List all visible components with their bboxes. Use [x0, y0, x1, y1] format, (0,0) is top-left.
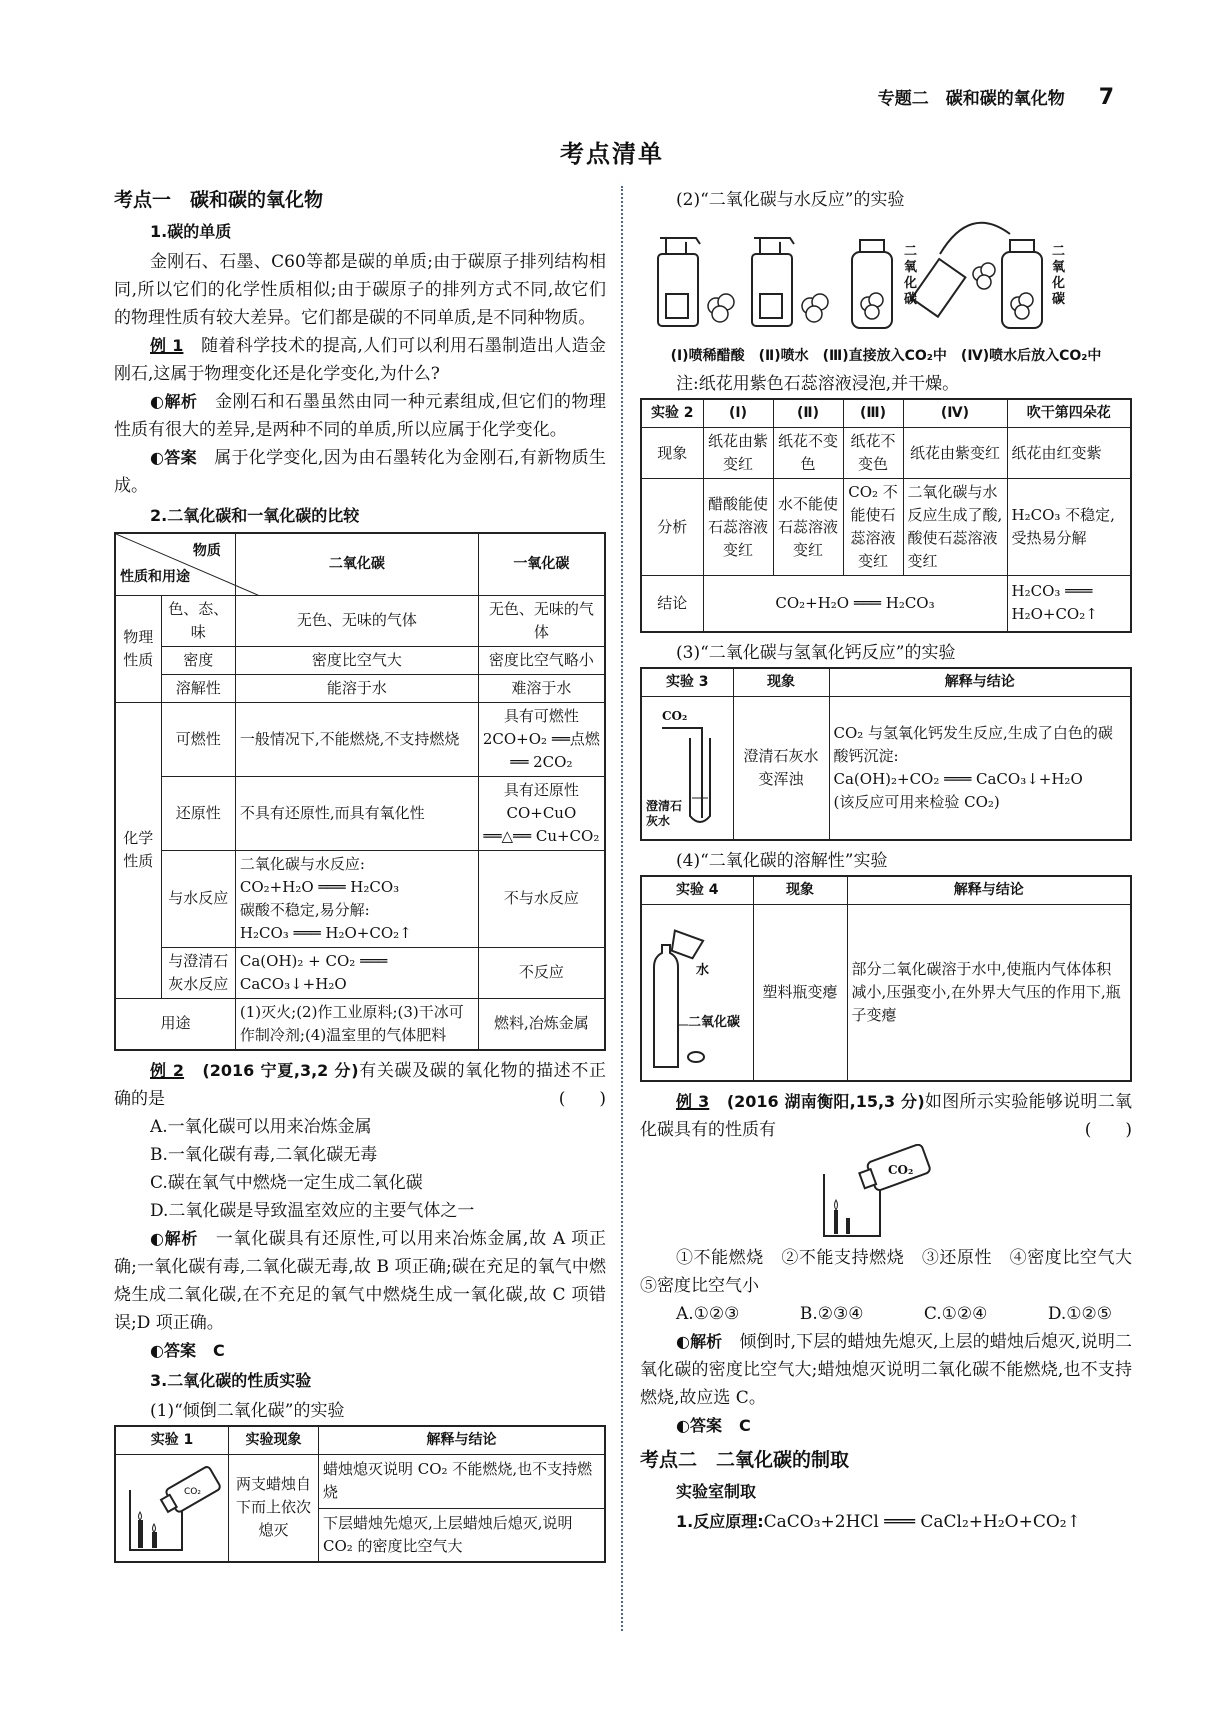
exp4-phenomenon: 塑料瓶变瘪: [753, 905, 847, 1081]
cell: 水不能使石蕊溶液变红: [773, 479, 843, 576]
cell: 无色、无味的气体: [235, 595, 478, 646]
col-header: (Ⅲ): [843, 399, 903, 428]
option-b: B.一氧化碳有毒,二氧化碳无毒: [150, 1144, 378, 1165]
cell: 难溶于水: [478, 674, 605, 702]
answer-blank: ( ): [558, 1088, 606, 1109]
col-header: 吹干第四朵花: [1007, 399, 1131, 428]
example-3-options: [640, 1300, 1132, 1328]
analysis-text: 金刚石和石墨虽然由同一种元素组成,但它们的物理性质有很大的差异,是两种不同的单质,所以应属于化学变化。: [114, 392, 606, 440]
col-header: 实验 4: [641, 876, 753, 905]
cell: 二氧化碳与水反应生成了酸,酸使石蕊溶液变红: [903, 479, 1007, 576]
equation: Ca(OH)₂ + CO₂ ═══: [239, 951, 388, 970]
example-2-question: 有关碳及碳的氧化物的描述不正确的是: [114, 1060, 606, 1109]
cell: 醋酸能使石蕊溶液变红: [703, 479, 773, 576]
answer-label: 答案: [164, 448, 197, 467]
option-c: C.①②④: [923, 1303, 988, 1324]
col-header: 实验 2: [641, 399, 703, 428]
corner-bottom: 性质和用途: [120, 568, 190, 585]
answer-icon: ◐: [676, 1415, 690, 1435]
example-2: [114, 1057, 606, 1113]
exp1-figure: [115, 1454, 229, 1562]
answer-icon: ◐: [150, 1340, 164, 1360]
col-header: 解释与结论: [847, 876, 1131, 905]
cell: 纸花不变色: [843, 428, 903, 479]
lime-water-label: 澄清石灰水: [646, 798, 683, 828]
water-label: 水: [696, 963, 710, 978]
section-heading-2: 考点二 二氧化碳的制取: [640, 1448, 850, 1471]
cell: [478, 776, 605, 850]
example-2-label: 例 2: [150, 1060, 185, 1080]
plastic-bottle-icon: [642, 907, 752, 1077]
cell: 纸花由紫变红: [903, 428, 1007, 479]
page-number: 7: [1098, 85, 1114, 110]
equation: CO₂+H₂O ═══ H₂CO₃: [703, 576, 1007, 632]
example-1-question: 随着科学技术的提高,人们可以利用石墨制造出人造金刚石,这属于物理变化还是化学变化,为什么?: [114, 336, 606, 384]
corner-top: 物质: [192, 543, 221, 559]
cell: 不具有还原性,而具有氧化性: [235, 776, 478, 850]
beaker-co2-icon: [640, 1144, 1132, 1244]
carbon-elements-text: 金刚石、石墨、C60等都是碳的单质;由于碳原子排列结构相同,所以它们的化学性质相似;由于碳原子的排列方式不同,故它们的物理性质有较大差异。它们都是碳的不同单质,是不同种物质。: [114, 252, 606, 328]
subsection-1-title: 1.碳的单质: [150, 222, 232, 241]
analysis-label: 解析: [164, 1228, 199, 1248]
subsection-2-title: 2.二氧化碳和一氧化碳的比较: [150, 506, 360, 525]
col-header: 实验现象: [229, 1426, 319, 1455]
exp3-figure: [641, 696, 733, 840]
right-column: [640, 186, 1149, 1536]
example-1-analysis: [114, 388, 606, 444]
k2-subheading: 实验室制取: [676, 1481, 757, 1501]
cell: 密度比空气略小: [478, 646, 605, 674]
col-co: 一氧化碳: [478, 533, 605, 595]
comparison-table: [114, 532, 606, 1051]
analysis-text: 倾倒时,下层的蜡烛先熄灭,上层的蜡烛后熄灭,说明二氧化碳的密度比空气大;蜡烛熄灭说明二氧化碳不能燃烧,也不支持燃烧,故应选 C。: [640, 1331, 1132, 1408]
exp1-title: (1)“倾倒二氧化碳”的实验: [150, 1400, 345, 1421]
section-heading-1: 考点一 碳和碳的氧化物: [114, 189, 324, 211]
exp2-table: [640, 398, 1132, 633]
exp3-conclusion: [829, 696, 1131, 840]
analysis-icon: ◐: [676, 1331, 691, 1351]
section-title: 专题二 碳和碳的氧化物: [877, 89, 1065, 109]
column-divider: [621, 186, 623, 1631]
answer-text: C: [212, 1340, 225, 1360]
exp4-conclusion: 部分二氧化碳溶于水中,使瓶内气体体积减小,压强变小,在外界大气压的作用下,瓶子变瘪: [847, 905, 1131, 1081]
row-key: 密度: [161, 646, 235, 674]
exp4-figure: [641, 905, 753, 1081]
example-2-analysis: [114, 1225, 606, 1337]
page-header: [878, 84, 1114, 113]
col-header: 实验 1: [115, 1426, 229, 1455]
row-key: 溶解性: [161, 674, 235, 702]
cell: [478, 702, 605, 776]
cell: 不与水反应: [478, 850, 605, 947]
cell: CO₂ 不能使石蕊溶液变红: [843, 479, 903, 576]
exp2-note: 注:纸花用紫色石蕊溶液浸泡,并干燥。: [676, 374, 960, 394]
left-column: [114, 186, 606, 1563]
col-co2: 二氧化碳: [235, 533, 478, 595]
page-title: 考点清单: [560, 140, 664, 168]
row-key: 可燃性: [161, 702, 235, 776]
answer-blank: ( ): [1084, 1119, 1132, 1140]
cell-line: 具有还原性: [503, 780, 579, 799]
principle-equation: CaCO₃+2HCl ═══ CaCl₂+H₂O+CO₂↑: [763, 1511, 1081, 1532]
row-key: 与水反应: [161, 850, 235, 947]
example-3-items: ①不能燃烧 ②不能支持燃烧 ③还原性 ④密度比空气大 ⑤密度比空气小: [640, 1247, 1149, 1296]
exp3-table: [640, 667, 1132, 842]
exp4-title: (4)“二氧化碳的溶解性”实验: [676, 851, 888, 871]
cell: 一般情况下,不能燃烧,不支持燃烧: [235, 702, 478, 776]
row-key: 用途: [115, 998, 235, 1050]
option-b: B.②③④: [799, 1303, 864, 1324]
row-key: 分析: [641, 479, 703, 576]
exp1-table: [114, 1425, 606, 1564]
table-corner: [115, 533, 235, 595]
equation: H₂CO₃ ═══ H₂O+CO₂↑: [239, 923, 412, 942]
cell: [235, 947, 478, 998]
cell: 能溶于水: [235, 674, 478, 702]
beaker-candles-icon: [120, 1460, 224, 1556]
conclusion-line: (该反应可用来检验 CO₂): [833, 792, 1000, 811]
col-header: 解释与结论: [829, 668, 1131, 697]
answer-text: C: [738, 1415, 751, 1435]
option-d: D.二氧化碳是导致温室效应的主要气体之一: [150, 1200, 475, 1221]
example-3-answer: [640, 1412, 1132, 1440]
example-3-label: 例 3: [676, 1091, 710, 1111]
analysis-text: 一氧化碳具有还原性,可以用来冶炼金属,故 A 项正确;一氧化碳有毒,二氧化碳无毒,故 B 项正确;碳在充足的氧气中燃烧生成二氧化碳,在不充足的氧气中燃烧生成一氧化碳,故 C 项错误;D 项正确。: [114, 1228, 606, 1333]
option-a: A.①②③: [676, 1303, 740, 1324]
option-c: C.碳在氧气中燃烧一定生成二氧化碳: [150, 1172, 423, 1193]
analysis-icon: ◐: [150, 1228, 165, 1248]
exp3-title: (3)“二氧化碳与氢氧化钙反应”的实验: [676, 642, 956, 663]
row-key: 色、态、味: [161, 595, 235, 646]
exp1-conclusion-1: 蜡烛熄灭说明 CO₂ 不能燃烧,也不支持燃烧: [319, 1454, 606, 1508]
row-key: 与澄清石灰水反应: [161, 947, 235, 998]
exp3-phenomenon: 澄清石灰水变浑浊: [733, 696, 829, 840]
equation: Ca(OH)₂+CO₂ ═══ CaCO₃↓+H₂O: [833, 769, 1083, 788]
example-1: [114, 332, 606, 388]
exp2-caption: (Ⅰ)喷稀醋酸 (Ⅱ)喷水 (Ⅲ)直接放入CO₂中 (Ⅳ)喷水后放入CO₂中: [670, 348, 1102, 364]
row-key: 结论: [641, 576, 703, 632]
col-header: (Ⅰ): [703, 399, 773, 428]
cell: [1007, 576, 1131, 632]
row-key: 现象: [641, 428, 703, 479]
exp4-table: [640, 875, 1132, 1082]
example-3-analysis: [640, 1328, 1132, 1412]
analysis-icon: ◐: [150, 392, 165, 411]
col-header: 现象: [733, 668, 829, 697]
example-3-question: 如图所示实验能够说明二氧化碳具有的性质有: [640, 1091, 1132, 1140]
cell-line: 碳酸不稳定,易分解:: [239, 900, 370, 919]
exp2-figure: [640, 214, 1132, 342]
answer-icon: ◐: [150, 448, 165, 467]
co2-vertical-label-2: 二氧化碳: [1052, 244, 1066, 307]
cell: 纸花由紫变红: [703, 428, 773, 479]
equation: CaCO₃↓+H₂O: [239, 974, 347, 993]
exp1-conclusion-2: 下层蜡烛先熄灭,上层蜡烛后熄灭,说明 CO₂ 的密度比空气大: [319, 1508, 606, 1562]
analysis-label: 解析: [164, 392, 198, 411]
principle-label: 1.反应原理:: [676, 1511, 764, 1531]
cell-line: 具有可燃性: [503, 706, 579, 725]
conclusion-line: CO₂ 与氢氧化钙发生反应,生成了白色的碳酸钙沉淀:: [833, 723, 1113, 765]
exp1-phenomenon: 两支蜡烛自下而上依次熄灭: [229, 1454, 319, 1562]
equation: CO+CuO ══△══ Cu+CO₂: [483, 803, 600, 845]
example-3-figure: [640, 1144, 1132, 1244]
col-header: (Ⅳ): [903, 399, 1007, 428]
example-3: [640, 1088, 1132, 1144]
example-2-source: (2016 宁夏,3,2 分): [202, 1060, 359, 1080]
row-key: 还原性: [161, 776, 235, 850]
cell: 燃料,冶炼金属: [478, 998, 605, 1050]
col-header: 现象: [753, 876, 847, 905]
option-a: A.一氧化碳可以用来冶炼金属: [150, 1116, 372, 1137]
co2-label: CO₂: [662, 708, 688, 723]
cell: 纸花不变色: [773, 428, 843, 479]
equation: CO₂+H₂O ═══ H₂CO₃: [239, 877, 400, 896]
col-header: 实验 3: [641, 668, 733, 697]
equation: 2CO+O₂ ══点燃══ 2CO₂: [482, 729, 600, 771]
co2-vertical-label-1: 二氧化碳: [904, 244, 918, 307]
cell: 无色、无味的气体: [478, 595, 605, 646]
cell-line: 二氧化碳与水反应:: [239, 854, 365, 873]
answer-label: 答案: [689, 1415, 722, 1435]
cell: 不反应: [478, 947, 605, 998]
equation: H₂CO₃ ═══: [1011, 582, 1093, 601]
phys-label: 物理性质: [115, 595, 161, 702]
equation: H₂O+CO₂↑: [1011, 605, 1098, 624]
cell: [235, 850, 478, 947]
col-header: (Ⅱ): [773, 399, 843, 428]
option-d: D.①②⑤: [1047, 1303, 1112, 1324]
cell: (1)灭火;(2)作工业原料;(3)干冰可作制冷剂;(4)温室里的气体肥料: [235, 998, 478, 1050]
example-2-answer: [114, 1337, 606, 1365]
example-1-answer: [114, 444, 606, 500]
subsection-3-title: 3.二氧化碳的性质实验: [150, 1370, 312, 1390]
co2-label: 二氧化碳: [688, 1015, 741, 1030]
cell: H₂CO₃ 不稳定,受热易分解: [1007, 479, 1131, 576]
co2-label: CO₂: [888, 1162, 914, 1177]
cell: 纸花由红变紫: [1007, 428, 1131, 479]
answer-text: 属于化学变化,因为由石墨转化为金刚石,有新物质生成。: [114, 448, 606, 496]
analysis-label: 解析: [690, 1331, 723, 1351]
k2-principle: [640, 1508, 1132, 1536]
answer-label: 答案: [163, 1340, 196, 1360]
col-header: 解释与结论: [319, 1426, 606, 1455]
example-1-label: 例 1: [150, 336, 184, 355]
co2-label: CO₂: [184, 1486, 201, 1497]
cell: 密度比空气大: [235, 646, 478, 674]
example-3-source: (2016 湖南衡阳,15,3 分): [726, 1091, 925, 1111]
chem-label: 化学性质: [115, 702, 161, 998]
exp2-title: (2)“二氧化碳与水反应”的实验: [676, 190, 905, 210]
